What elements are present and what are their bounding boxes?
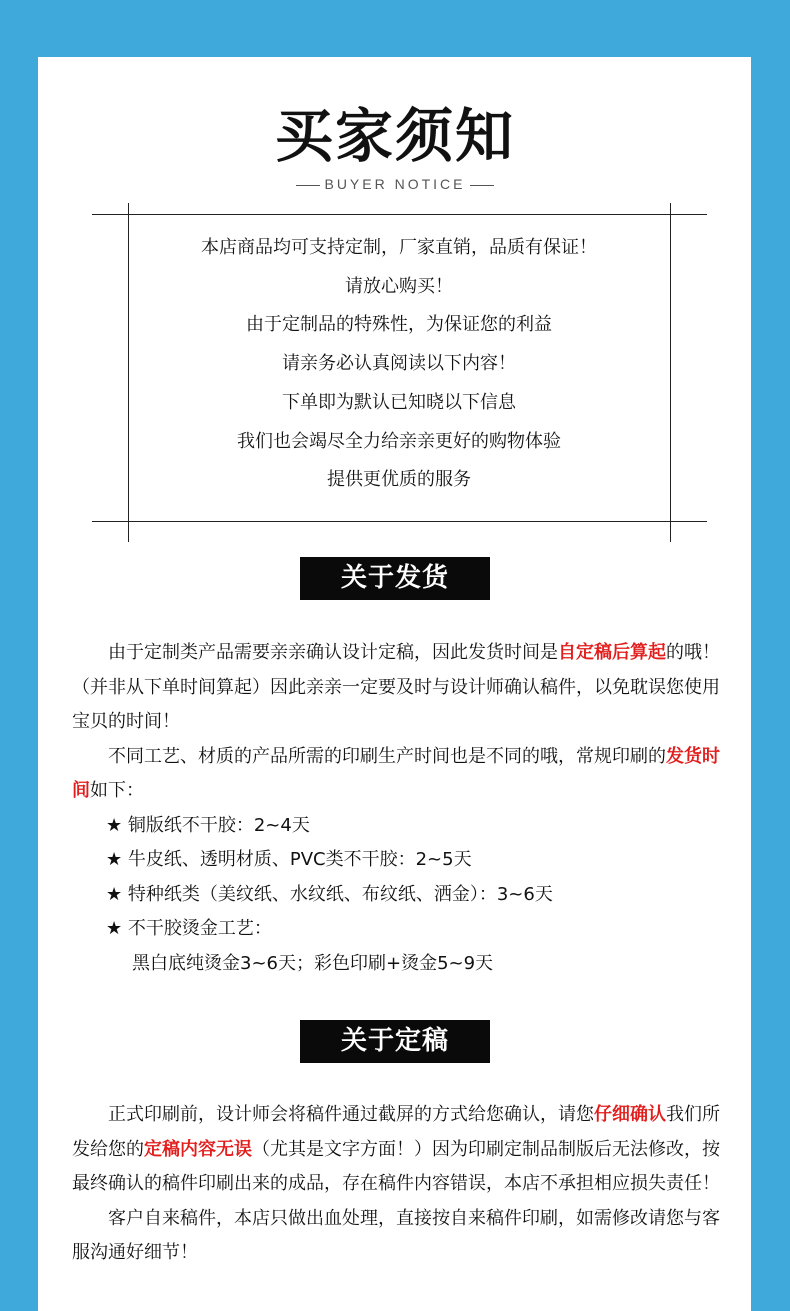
draft-p1-text-b: 我们所发给您的 (72, 1104, 720, 1160)
shipping-item: ★ 牛皮纸、透明材质、PVC类不干胶：2~5天 (106, 849, 472, 870)
draft-paragraph-1 (72, 1098, 732, 1202)
notice-line: 由于定制品的特殊性，为保证您的利益 (246, 314, 552, 336)
shipping-sub-item: 黑白底纯烫金3~6天；彩色印刷+烫金5~9天 (132, 952, 494, 974)
shipping-p2-text-b: 如下： (90, 780, 144, 801)
draft-p1-highlight-2: 定稿内容无误 (144, 1138, 252, 1160)
shipping-p1-text-a: 由于定制类产品需要亲亲确认设计定稿，因此发货时间是 (108, 642, 558, 663)
subtitle-dash-left (296, 185, 320, 186)
notice-line: 下单即为默认已知晓以下信息 (282, 391, 516, 413)
shipping-paragraph-2 (72, 740, 732, 809)
shipping-p1-highlight: 自定稿后算起 (558, 642, 666, 663)
shipping-p2-text-a: 不同工艺、材质的产品所需的印刷生产时间也是不同的哦，常规印刷的 (108, 745, 666, 767)
page-title: 买家须知 (274, 102, 515, 170)
notice-text-block (128, 229, 670, 500)
frame-top-line (92, 214, 707, 215)
draft-paragraph-2: 客户自来稿件，本店只做出血处理，直接按自来稿件印刷，如需修改请您与客服沟通好细节！ (72, 1207, 720, 1263)
frame-bottom-line (92, 521, 707, 522)
shipping-p2-highlight: 发货时间 (72, 745, 720, 801)
subtitle-dash-right (470, 185, 494, 186)
page-subtitle (0, 174, 790, 194)
draft-section-header: 关于定稿 (300, 1020, 490, 1063)
notice-line: 本店商品均可支持定制，厂家直销，品质有保证！ (201, 237, 597, 258)
draft-text (72, 1098, 732, 1271)
shipping-item: ★ 铜版纸不干胶：2~4天 (106, 814, 310, 836)
shipping-item: ★ 不干胶烫金工艺： (106, 918, 272, 939)
shipping-paragraph-1 (72, 636, 732, 740)
draft-p1-text-a: 正式印刷前，设计师会将稿件通过截屏的方式给您确认，请您 (108, 1104, 594, 1125)
shipping-text (72, 636, 732, 981)
subtitle-text: BUYER NOTICE (324, 176, 466, 192)
notice-line: 请放心购买！ (345, 275, 453, 297)
shipping-p1-text-b: 的哦！（并非从下单时间算起）因此亲亲一定要及时与设计师确认稿件，以免耽误您使用宝贝的时间！ (72, 642, 720, 732)
notice-line: 我们也会竭尽全力给亲亲更好的购物体验 (237, 430, 561, 452)
shipping-item: ★ 特种纸类（美纹纸、水纹纸、布纹纸、洒金）：3~6天 (106, 883, 553, 905)
notice-line: 请亲务必认真阅读以下内容！ (282, 353, 516, 375)
draft-p1-highlight-1: 仔细确认 (594, 1104, 666, 1125)
notice-line: 提供更优质的服务 (327, 469, 471, 491)
frame-right-line (670, 203, 671, 542)
shipping-section-header: 关于发货 (300, 557, 490, 600)
draft-p1-text-c: （尤其是文字方面！）因为印刷定制品制版后无法修改，按最终确认的稿件印刷出来的成品，存在稿件内容错误，本店不承担相应损失责任！ (72, 1138, 720, 1194)
